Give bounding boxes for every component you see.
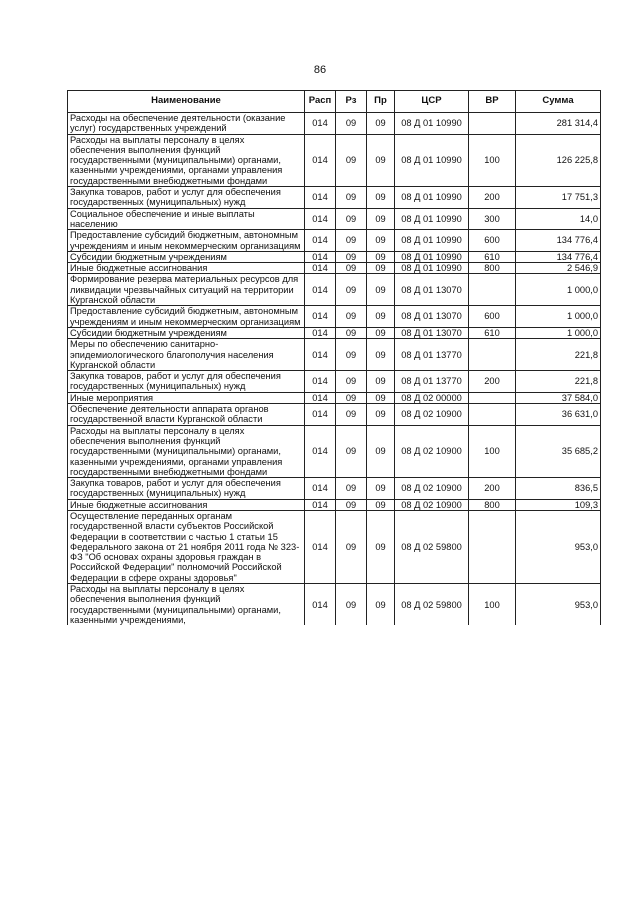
budget-table [67, 90, 601, 625]
row-rasp: 014 [305, 251, 336, 262]
row-pr: 09 [367, 404, 395, 426]
row-rasp: 014 [305, 478, 336, 500]
row-pr: 09 [367, 208, 395, 230]
row-pr: 09 [367, 274, 395, 306]
row-name: Закупка товаров, работ и услуг для обеспечения государственных (муниципальных) нужд [68, 371, 305, 393]
row-vr: 800 [469, 499, 516, 510]
row-csr: 08 Д 01 13070 [395, 306, 469, 328]
row-csr: 08 Д 01 10990 [395, 113, 469, 135]
row-rasp: 014 [305, 306, 336, 328]
row-vr [469, 404, 516, 426]
row-pr: 09 [367, 187, 395, 209]
row-sum: 14,0 [516, 208, 601, 230]
row-rz: 09 [336, 208, 367, 230]
row-csr: 08 Д 01 13070 [395, 274, 469, 306]
table-row [68, 499, 601, 510]
row-sum: 1 000,0 [516, 306, 601, 328]
row-rasp: 014 [305, 263, 336, 274]
row-vr: 300 [469, 208, 516, 230]
row-vr: 200 [469, 478, 516, 500]
row-rz: 09 [336, 274, 367, 306]
row-pr: 09 [367, 263, 395, 274]
row-sum: 953,0 [516, 584, 601, 626]
row-rz: 09 [336, 230, 367, 252]
row-name: Субсидии бюджетным учреждениям [68, 251, 305, 262]
table-row [68, 230, 601, 252]
table-row [68, 274, 601, 306]
header-rz: Рз [336, 91, 367, 113]
row-pr: 09 [367, 251, 395, 262]
table-header-row [68, 91, 601, 113]
row-pr: 09 [367, 510, 395, 583]
row-rasp: 014 [305, 187, 336, 209]
row-vr [469, 510, 516, 583]
row-rz: 09 [336, 263, 367, 274]
table-row [68, 510, 601, 583]
table-row [68, 584, 601, 626]
table-row [68, 327, 601, 338]
row-vr: 200 [469, 371, 516, 393]
row-csr: 08 Д 02 00000 [395, 392, 469, 403]
row-rasp: 014 [305, 425, 336, 477]
row-name: Закупка товаров, работ и услуг для обеспечения государственных (муниципальных) нужд [68, 187, 305, 209]
row-pr: 09 [367, 327, 395, 338]
table-body [68, 113, 601, 626]
row-vr: 610 [469, 327, 516, 338]
header-pr: Пр [367, 91, 395, 113]
row-rz: 09 [336, 306, 367, 328]
row-rz: 09 [336, 113, 367, 135]
row-csr: 08 Д 01 10990 [395, 251, 469, 262]
row-sum: 36 631,0 [516, 404, 601, 426]
row-csr: 08 Д 01 13070 [395, 327, 469, 338]
row-pr: 09 [367, 134, 395, 186]
row-csr: 08 Д 02 10900 [395, 404, 469, 426]
table-row [68, 208, 601, 230]
table-row [68, 392, 601, 403]
row-vr [469, 392, 516, 403]
row-vr [469, 274, 516, 306]
row-sum: 126 225,8 [516, 134, 601, 186]
row-sum: 109,3 [516, 499, 601, 510]
row-name: Расходы на выплаты персоналу в целях обеспечения выполнения функций государственными (муниципальными) органами, казенными учреждениями, органами управления государственными внебюджетными фондами [68, 134, 305, 186]
row-pr: 09 [367, 392, 395, 403]
row-sum: 2 546,9 [516, 263, 601, 274]
row-name: Меры по обеспечению санитарно-эпидемиологического благополучия населения Курганской области [68, 339, 305, 371]
table-row [68, 425, 601, 477]
row-rasp: 014 [305, 371, 336, 393]
row-csr: 08 Д 02 59800 [395, 510, 469, 583]
row-sum: 953,0 [516, 510, 601, 583]
row-rasp: 014 [305, 230, 336, 252]
row-vr: 100 [469, 584, 516, 626]
row-rasp: 014 [305, 274, 336, 306]
row-rasp: 014 [305, 404, 336, 426]
row-sum: 134 776,4 [516, 230, 601, 252]
table-row [68, 478, 601, 500]
table-row [68, 113, 601, 135]
row-sum: 836,5 [516, 478, 601, 500]
row-name: Предоставление субсидий бюджетным, автономным учреждениям и иным некоммерческим организациям [68, 230, 305, 252]
row-rz: 09 [336, 339, 367, 371]
row-vr: 100 [469, 425, 516, 477]
row-rz: 09 [336, 371, 367, 393]
row-name: Расходы на выплаты персоналу в целях обеспечения выполнения функций государственными (муниципальными) органами, казенными учреждениями, органами управления государственными внебюджетными фондами [68, 425, 305, 477]
row-pr: 09 [367, 584, 395, 626]
row-rasp: 014 [305, 327, 336, 338]
row-name: Иные бюджетные ассигнования [68, 263, 305, 274]
table-row [68, 263, 601, 274]
row-vr [469, 113, 516, 135]
row-csr: 08 Д 01 13770 [395, 371, 469, 393]
row-pr: 09 [367, 425, 395, 477]
table-row [68, 371, 601, 393]
row-name: Осуществление переданных органам государственной власти субъектов Российской Федерации в соответствии с частью 1 статьи 15 Федерального закона от 21 ноября 2011 года № 323-ФЗ "Об основах охраны здоровья граждан в Российской Федерации" полномочий Российской Федерации в сфере охраны здоровья" [68, 510, 305, 583]
row-csr: 08 Д 01 10990 [395, 187, 469, 209]
row-rz: 09 [336, 425, 367, 477]
row-vr: 100 [469, 134, 516, 186]
row-name: Расходы на обеспечение деятельности (оказание услуг) государственных учреждений [68, 113, 305, 135]
row-pr: 09 [367, 113, 395, 135]
row-rz: 09 [336, 584, 367, 626]
row-name: Иные бюджетные ассигнования [68, 499, 305, 510]
row-sum: 281 314,4 [516, 113, 601, 135]
header-vr: ВР [469, 91, 516, 113]
row-rz: 09 [336, 392, 367, 403]
header-sum: Сумма [516, 91, 601, 113]
row-sum: 221,8 [516, 371, 601, 393]
row-name: Предоставление субсидий бюджетным, автономным учреждениям и иным некоммерческим организациям [68, 306, 305, 328]
row-vr: 200 [469, 187, 516, 209]
row-rasp: 014 [305, 208, 336, 230]
row-rasp: 014 [305, 339, 336, 371]
row-vr: 600 [469, 230, 516, 252]
row-rasp: 014 [305, 499, 336, 510]
row-rz: 09 [336, 478, 367, 500]
page-number: 86 [313, 64, 327, 76]
row-sum: 17 751,3 [516, 187, 601, 209]
row-rz: 09 [336, 404, 367, 426]
row-rasp: 014 [305, 584, 336, 626]
row-pr: 09 [367, 371, 395, 393]
row-name: Формирование резерва материальных ресурсов для ликвидации чрезвычайных ситуаций на территории Курганской области [68, 274, 305, 306]
row-vr: 610 [469, 251, 516, 262]
table-row [68, 306, 601, 328]
row-pr: 09 [367, 339, 395, 371]
row-name: Обеспечение деятельности аппарата органов государственной власти Курганской области [68, 404, 305, 426]
row-csr: 08 Д 02 10900 [395, 425, 469, 477]
row-sum: 35 685,2 [516, 425, 601, 477]
row-sum: 37 584,0 [516, 392, 601, 403]
table-row [68, 404, 601, 426]
row-name: Субсидии бюджетным учреждениям [68, 327, 305, 338]
table-row [68, 339, 601, 371]
row-rz: 09 [336, 499, 367, 510]
row-rz: 09 [336, 251, 367, 262]
header-rasp: Расп [305, 91, 336, 113]
row-vr [469, 339, 516, 371]
row-csr: 08 Д 01 10990 [395, 134, 469, 186]
row-csr: 08 Д 02 59800 [395, 584, 469, 626]
row-rz: 09 [336, 187, 367, 209]
row-pr: 09 [367, 306, 395, 328]
row-pr: 09 [367, 230, 395, 252]
row-rasp: 014 [305, 134, 336, 186]
row-rasp: 014 [305, 113, 336, 135]
header-csr: ЦСР [395, 91, 469, 113]
row-csr: 08 Д 02 10900 [395, 499, 469, 510]
row-rz: 09 [336, 327, 367, 338]
table-row [68, 134, 601, 186]
row-name: Расходы на выплаты персоналу в целях обеспечения выполнения функций государственными (муниципальными) органами, казенными учреждениями, [68, 584, 305, 626]
row-name: Иные мероприятия [68, 392, 305, 403]
row-csr: 08 Д 01 13770 [395, 339, 469, 371]
row-pr: 09 [367, 478, 395, 500]
row-csr: 08 Д 01 10990 [395, 230, 469, 252]
row-name: Закупка товаров, работ и услуг для обеспечения государственных (муниципальных) нужд [68, 478, 305, 500]
row-pr: 09 [367, 499, 395, 510]
row-name: Социальное обеспечение и иные выплаты населению [68, 208, 305, 230]
row-rz: 09 [336, 510, 367, 583]
row-rasp: 014 [305, 510, 336, 583]
row-rasp: 014 [305, 392, 336, 403]
row-sum: 221,8 [516, 339, 601, 371]
row-sum: 1 000,0 [516, 327, 601, 338]
row-vr: 600 [469, 306, 516, 328]
row-sum: 1 000,0 [516, 274, 601, 306]
row-rz: 09 [336, 134, 367, 186]
row-csr: 08 Д 01 10990 [395, 263, 469, 274]
table-row [68, 187, 601, 209]
row-csr: 08 Д 02 10900 [395, 478, 469, 500]
header-name: Наименование [68, 91, 305, 113]
row-sum: 134 776,4 [516, 251, 601, 262]
row-csr: 08 Д 01 10990 [395, 208, 469, 230]
table-row [68, 251, 601, 262]
row-vr: 800 [469, 263, 516, 274]
